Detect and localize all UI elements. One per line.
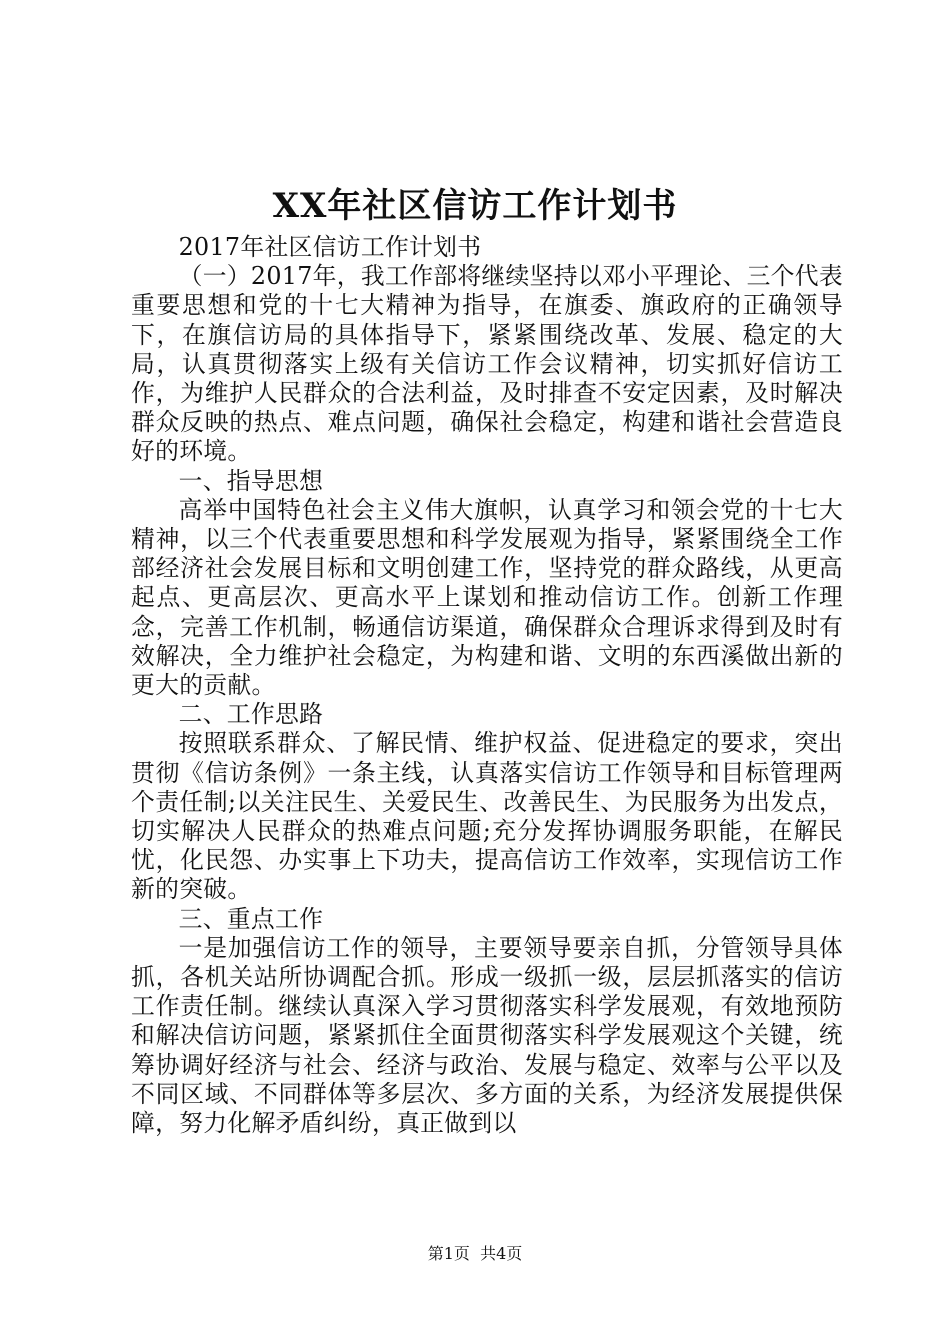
paragraph-intro: （一）2017年，我工作部将继续坚持以邓小平理论、三个代表重要思想和党的十七大精神为指导，在旗委、旗政府的正确领导下，在旗信访局的具体指导下，紧紧围绕改革、发展、稳定的大局，认真贯彻落实上级有关信访工作会议精神，切实抓好信访工作，为维护人民群众的合法利益，及时排查不安定因素，及时解决群众反映的热点、难点问题，确保社会稳定，构建和谐社会营造良好的环境。 bbox=[131, 262, 843, 466]
document-body bbox=[131, 233, 843, 1138]
paragraph-guiding-ideology: 高举中国特色社会主义伟大旗帜，认真学习和领会党的十七大精神，以三个代表重要思想和科学发展观为指导，紧紧围绕全工作部经济社会发展目标和文明创建工作，坚持党的群众路线，从更高起点、更高层次、更高水平上谋划和推动信访工作。创新工作理念，完善工作机制，畅通信访渠道，确保群众合理诉求得到及时有效解决，全力维护社会稳定，为构建和谐、文明的东西溪做出新的更大的贡献。 bbox=[131, 495, 843, 700]
section-heading-work-approach: 二、工作思路 bbox=[178, 700, 324, 729]
paragraph-subtitle: 2017年社区信访工作计划书 bbox=[178, 233, 482, 261]
paragraph-work-approach: 按照联系群众、了解民情、维护权益、促进稳定的要求，突出贯彻《信访条例》一条主线，认真落实信访工作领导和目标管理两个责任制;以关注民生、关爱民生、改善民生、为民服务为出发点，切实解决人民群众的热难点问题;充分发挥协调服务职能，在解民忧，化民怨、办实事上下功夫，提高信访工作效率，实现信访工作新的突破。 bbox=[131, 729, 843, 904]
section-heading-key-work: 三、重点工作 bbox=[178, 904, 324, 933]
page-number-footer: 第1页 共4页 bbox=[427, 1244, 523, 1263]
paragraph-key-work: 一是加强信访工作的领导，主要领导要亲自抓，分管领导具体抓，各机关站所协调配合抓。形成一级抓一级，层层抓落实的信访工作责任制。继续认真深入学习贯彻落实科学发展观，有效地预防和解决信访问题，紧紧抓住全面贯彻落实科学发展观这个关键，统筹协调好经济与社会、经济与政治、发展与稳定、效率与公平以及不同区域、不同群体等多层次、多方面的关系，为经济发展提供保障，努力化解矛盾纠纷，真正做到以 bbox=[131, 933, 843, 1138]
document-title: XX年社区信访工作计划书 bbox=[272, 186, 678, 226]
section-heading-guiding-ideology: 一、指导思想 bbox=[178, 466, 324, 495]
